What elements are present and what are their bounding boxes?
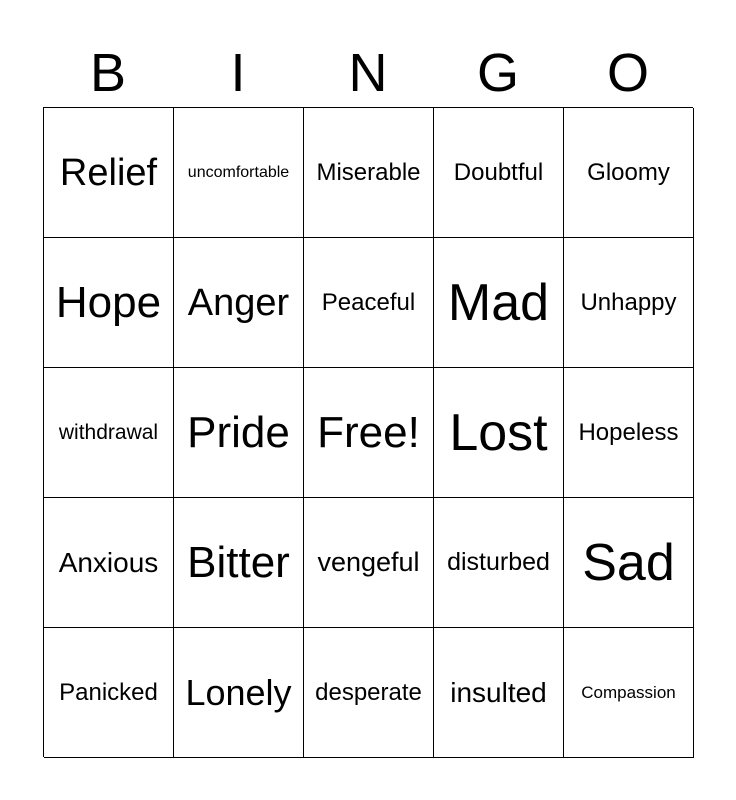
header-letter-b: B	[89, 43, 127, 103]
bingo-cell: Peaceful	[304, 238, 434, 368]
bingo-cell: Panicked	[44, 628, 174, 758]
bingo-cell: Hopeless	[564, 368, 694, 498]
bingo-header	[43, 42, 693, 104]
bingo-cell: Doubtful	[434, 108, 564, 238]
bingo-cell: Anxious	[44, 498, 174, 628]
header-letter-n: N	[348, 43, 388, 103]
bingo-cell: Lost	[434, 368, 564, 498]
bingo-cell: Compassion	[564, 628, 694, 758]
bingo-cell: vengeful	[304, 498, 434, 628]
bingo-cell: Unhappy	[564, 238, 694, 368]
bingo-cell: Bitter	[174, 498, 304, 628]
bingo-cell: insulted	[434, 628, 564, 758]
bingo-board	[43, 107, 693, 757]
bingo-cell: disturbed	[434, 498, 564, 628]
bingo-cell: Anger	[174, 238, 304, 368]
bingo-cell: withdrawal	[44, 368, 174, 498]
header-letter-g: G	[476, 43, 519, 103]
bingo-cell: Relief	[44, 108, 174, 238]
bingo-cell: Free!	[304, 368, 434, 498]
bingo-cell: Pride	[174, 368, 304, 498]
bingo-cell: Sad	[564, 498, 694, 628]
bingo-cell: Mad	[434, 238, 564, 368]
header-letter-o: O	[606, 43, 649, 103]
bingo-cell: uncomfortable	[174, 108, 304, 238]
header-letter-i: I	[230, 43, 246, 103]
bingo-cell: Hope	[44, 238, 174, 368]
bingo-cell: Miserable	[304, 108, 434, 238]
bingo-cell: Gloomy	[564, 108, 694, 238]
bingo-cell: Lonely	[174, 628, 304, 758]
bingo-cell: desperate	[304, 628, 434, 758]
